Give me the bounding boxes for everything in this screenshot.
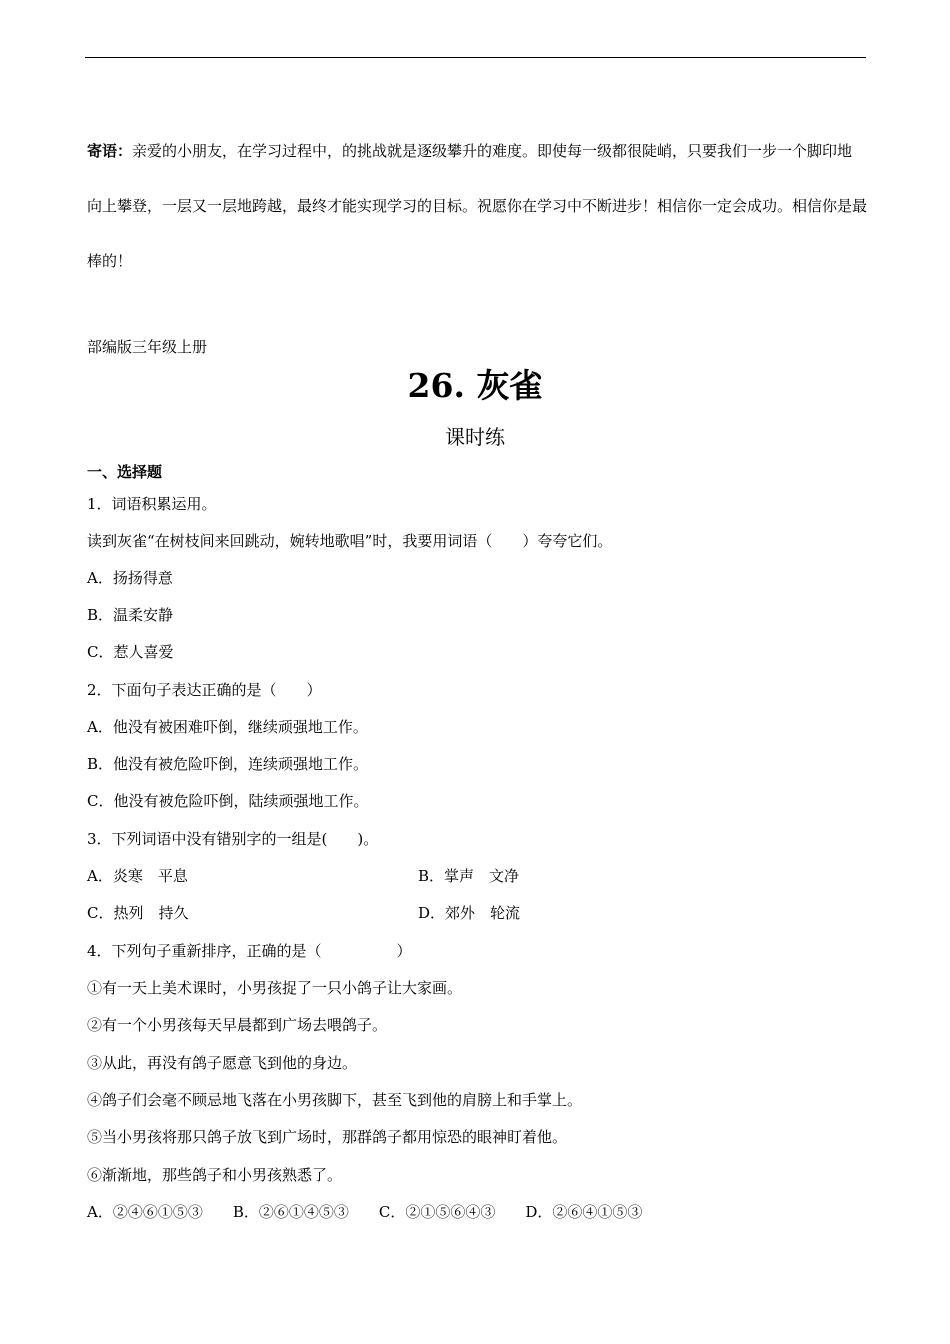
question-3-option-a: A．炎寒 平息 [87, 867, 188, 885]
question-2-stem: 2．下面句子表达正确的是（ ） [87, 681, 322, 699]
question-3-option-b: B．掌声 文净 [418, 867, 520, 885]
question-4-sentence-5: ⑤当小男孩将那只鸽子放飞到广场时，那群鸽子都用惊恐的眼神盯着他。 [87, 1128, 568, 1146]
motto-text: 亲爱的小朋友，在学习过程中，的挑战就是逐级攀升的难度。即使每一级都很陡峭，只要我们一步一个脚印地向上攀登，一层又一层地跨越，最终才能实现学习的目标。祝愿你在学习中不断进步！相信你一定会成功。相信你是最棒的！ [87, 142, 868, 270]
question-4-sentence-1: ①有一天上美术课时，小男孩捉了一只小鸽子让大家画。 [87, 979, 463, 997]
header-rule [85, 57, 866, 58]
section-heading: 一、选择题 [87, 463, 163, 481]
question-4-sentence-6: ⑥渐渐地，那些鸽子和小男孩熟悉了。 [87, 1166, 343, 1184]
question-4-stem: 4．下列句子重新排序，正确的是（ ） [87, 942, 412, 960]
question-2-option-c: C．他没有被危险吓倒，陆续顽强地工作。 [87, 792, 369, 810]
question-4-sentence-2: ②有一个小男孩每天早晨都到广场去喂鸽子。 [87, 1016, 388, 1034]
question-2-option-a: A．他没有被困难吓倒，继续顽强地工作。 [87, 718, 368, 736]
question-1-stem: 1．词语积累运用。 [87, 495, 217, 513]
question-4-sentence-4: ④鸽子们会毫不顾忌地飞落在小男孩脚下，甚至飞到他的肩膀上和手掌上。 [87, 1091, 583, 1109]
question-3-option-c: C．热列 持久 [87, 904, 189, 922]
question-3-option-d: D．郊外 轮流 [418, 904, 521, 922]
question-1-option-a: A．扬扬得意 [87, 569, 173, 587]
question-1-option-c: C．惹人喜爱 [87, 643, 174, 661]
question-1-prompt: 读到灰雀“在树枝间来回跳动，婉转地歌唱”时，我要用词语（ ）夸夸它们。 [87, 532, 613, 550]
question-2-option-b: B．他没有被危险吓倒，连续顽强地工作。 [87, 755, 369, 773]
question-4-sentence-3: ③从此，再没有鸽子愿意飞到他的身边。 [87, 1054, 358, 1072]
page-title: 26. 灰雀 [407, 366, 543, 405]
question-4-options: A．②④⑥①⑤③ B．②⑥①④⑤③ C．②①⑤⑥④③ D．②⑥④①⑤③ [87, 1203, 643, 1221]
question-1-option-b: B．温柔安静 [87, 606, 174, 624]
motto-paragraph [87, 124, 867, 289]
page-subtitle: 课时练 [445, 425, 505, 449]
grade-label: 部编版三年级上册 [87, 338, 208, 356]
question-3-stem: 3．下列词语中没有错别字的一组是( )。 [87, 830, 379, 848]
motto-label: 寄语： [87, 142, 133, 160]
